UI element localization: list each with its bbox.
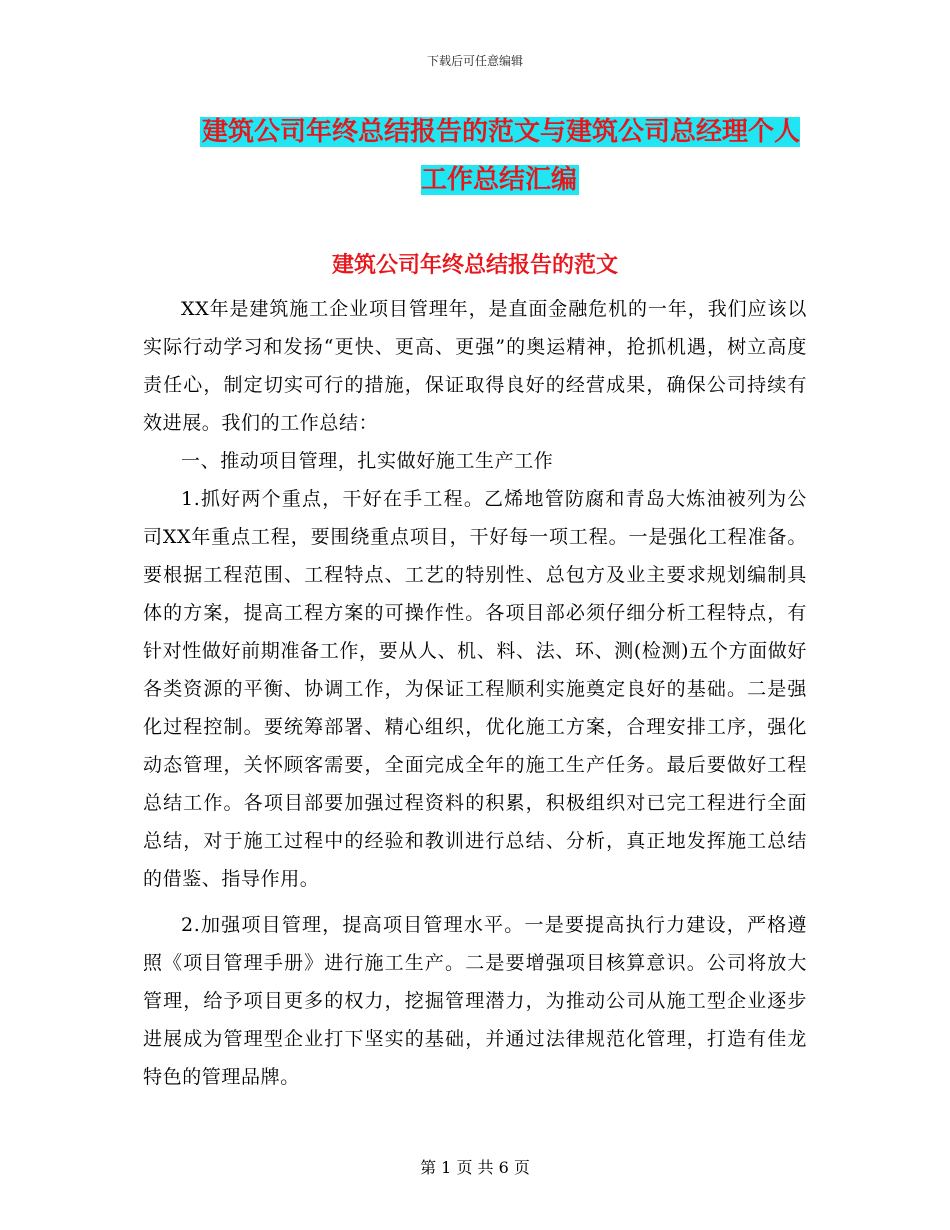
paragraph: 一、推动项目管理，扎实做好施工生产工作 bbox=[181, 450, 554, 472]
page-header-note: 下载后可任意编辑 bbox=[426, 54, 523, 68]
paragraph: XX年是建筑施工企业项目管理年，是直面金融危机的一年，我们应该以实际行动学习和发扬“更快、更高、更强”的奥运精神，抢抓机遇，树立高度责任心，制定切实可行的措施，保证取得良好的经营成果，确保公司持续有效进展。我们的工作总结： bbox=[143, 298, 807, 434]
document-body bbox=[143, 290, 807, 1096]
section-title: 建筑公司年终总结报告的范文 bbox=[331, 253, 618, 278]
paragraph: 2.加强项目管理，提高项目管理水平。一是要提高执行力建设，严格遵照《项目管理手册》进行施工生产。二是要增强项目核算意识。公司将放大管理，给予项目更多的权力，挖掘管理潜力，为推动公司从施工型企业逐步进展成为管理型企业打下坚实的基础，并通过法律规范化管理，打造有佳龙特色的管理品牌。 bbox=[143, 914, 807, 1088]
paragraph: 1.抓好两个重点，干好在手工程。乙烯地管防腐和青岛大炼油被列为公司XX年重点工程，要围绕重点项目，干好每一项工程。一是强化工程准备。要根据工程范围、工程特点、工艺的特别性、总包方及业主要求规划编制具体的方案，提高工程方案的可操作性。各项目部必须仔细分析工程特点，有针对性做好前期准备工作，要从人、机、料、法、环、测(检测)五个方面做好各类资源的平衡、协调工作，为保证工程顺利实施奠定良好的基础。二是强化过程控制。要统筹部署、精心组织，优化施工方案，合理安排工序，强化动态管理，关怀顾客需要，全面完成全年的施工生产任务。最后要做好工程总结工作。各项目部要加强过程资料的积累，积极组织对已完工程进行全面总结，对于施工过程中的经验和教训进行总结、分析，真正地发挥施工总结的借鉴、指导作用。 bbox=[143, 488, 807, 890]
page-number: 第 1 页 共 6 页 bbox=[420, 1158, 530, 1177]
document-title-text: 建筑公司年终总结报告的范文与建筑公司总经理个人工作总结汇编 bbox=[201, 117, 800, 195]
document-title bbox=[190, 108, 810, 204]
